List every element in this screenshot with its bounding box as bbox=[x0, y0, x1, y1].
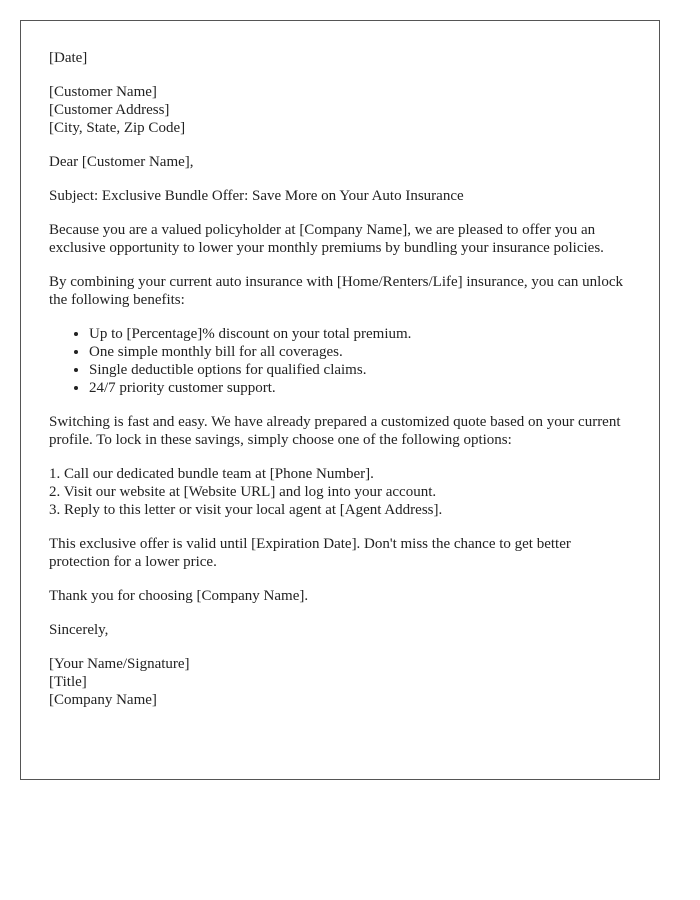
intro-paragraph: Because you are a valued policyholder at [Company Name], we are pleased to offer you an exclusive opportunity to lower your monthly premiums by bundling your insurance policies. bbox=[49, 222, 604, 256]
recipient-city-line: [City, State, Zip Code] bbox=[49, 120, 186, 136]
recipient-address: [Customer Address] bbox=[49, 102, 170, 118]
salutation-block bbox=[49, 153, 631, 171]
letter-date: [Date] bbox=[49, 50, 88, 66]
recipient-address-block bbox=[49, 83, 631, 137]
benefit-item: • Single deductible options for qualified claims. bbox=[89, 361, 631, 379]
benefits-intro-paragraph: By combining your current auto insurance with [Home/Renters/Life] insurance, you can unlock the following benefits: bbox=[49, 274, 623, 308]
options-list bbox=[49, 465, 631, 519]
subject-block bbox=[49, 187, 631, 205]
switching-paragraph: Switching is fast and easy. We have already prepared a customized quote based on your current profile. To lock in these savings, simply choose one of the following options: bbox=[49, 414, 621, 448]
salutation: Dear [Customer Name], bbox=[49, 154, 194, 170]
option-item: 3. Reply to this letter or visit your local agent at [Agent Address]. bbox=[49, 502, 443, 518]
signature-company: [Company Name] bbox=[49, 692, 157, 708]
benefits-list bbox=[49, 325, 631, 397]
option-item: 1. Call our dedicated bundle team at [Phone Number]. bbox=[49, 466, 374, 482]
offer-validity-block bbox=[49, 535, 631, 571]
signature-title: [Title] bbox=[49, 674, 87, 690]
benefit-item: • Up to [Percentage]% discount on your total premium. bbox=[89, 325, 631, 343]
offer-validity-paragraph: This exclusive offer is valid until [Expiration Date]. Don't miss the chance to get better protection for a lower price. bbox=[49, 536, 571, 570]
date-block bbox=[49, 49, 631, 67]
intro-paragraph-block bbox=[49, 221, 631, 257]
benefits-intro-block bbox=[49, 273, 631, 309]
signature-name: [Your Name/Signature] bbox=[49, 656, 190, 672]
closing-line: Sincerely, bbox=[49, 622, 109, 638]
option-item: 2. Visit our website at [Website URL] and log into your account. bbox=[49, 484, 437, 500]
letter-page bbox=[20, 20, 660, 780]
thanks-line: Thank you for choosing [Company Name]. bbox=[49, 588, 309, 604]
closing-block bbox=[49, 621, 631, 639]
benefit-item: • One simple monthly bill for all coverages. bbox=[89, 343, 631, 361]
benefit-item: • 24/7 priority customer support. bbox=[89, 379, 631, 397]
signature-block bbox=[49, 655, 631, 709]
recipient-name: [Customer Name] bbox=[49, 84, 157, 100]
switching-paragraph-block bbox=[49, 413, 631, 449]
thanks-block bbox=[49, 587, 631, 605]
subject-line: Subject: Exclusive Bundle Offer: Save More on Your Auto Insurance bbox=[49, 188, 464, 204]
